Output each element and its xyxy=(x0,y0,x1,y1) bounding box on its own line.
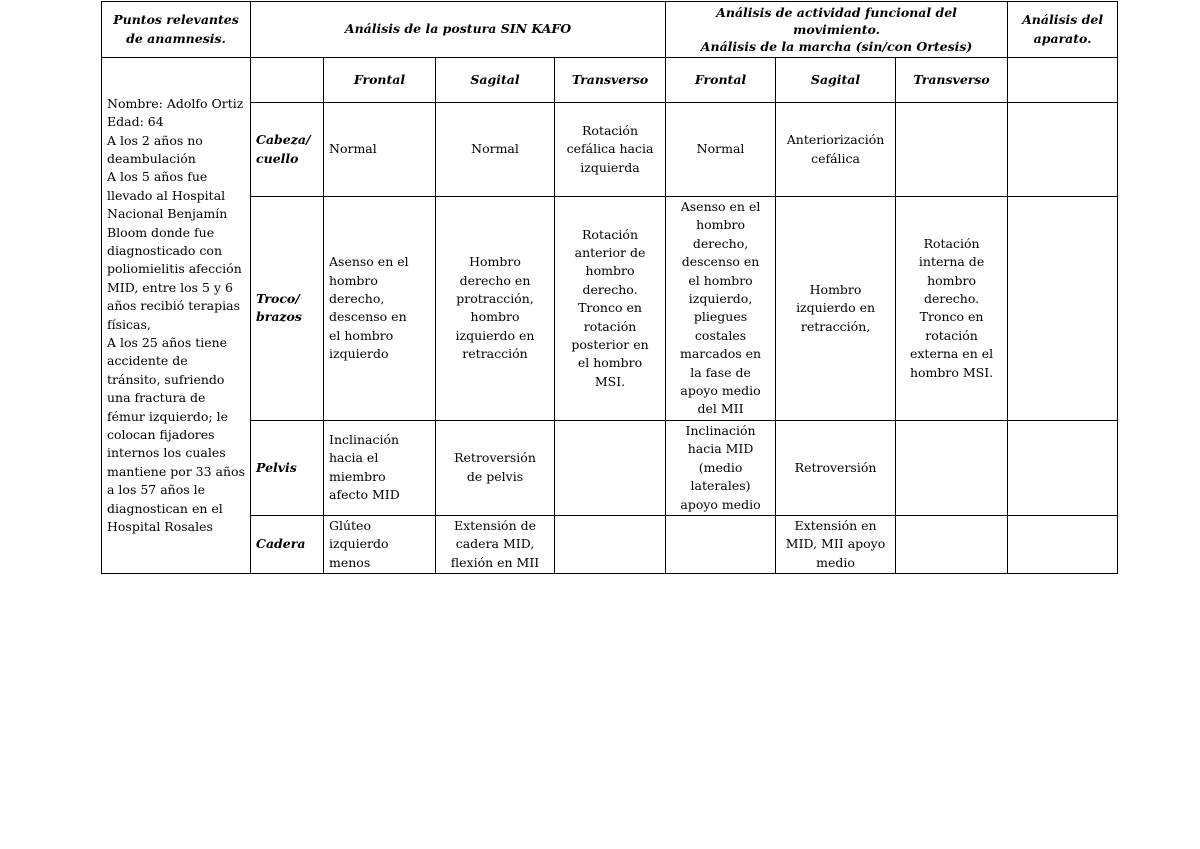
cell-marcha-sagital: Extensión en MID, MII apoyo medio xyxy=(776,515,896,573)
cell-postura-sagital: Extensión de cadera MID, flexión en MII xyxy=(436,515,555,573)
header-actividad: Análisis de actividad funcional del movimiento. Análisis de la marcha (sin/con Ortesis) xyxy=(666,2,1008,58)
cell-postura-frontal: Asenso en el hombro derecho, descenso en el hombro izquierdo xyxy=(324,197,436,421)
cell-marcha-frontal xyxy=(666,515,776,573)
row-label-cadera: Cadera xyxy=(251,515,324,573)
table-row xyxy=(102,197,1118,421)
cell-marcha-frontal: Asenso en el hombro derecho, descenso en el hombro izquierdo, pliegues costales marcados en la fase de apoyo medio del MII xyxy=(666,197,776,421)
cell-marcha-frontal: Normal xyxy=(666,103,776,197)
cell-marcha-frontal: Inclinación hacia MID (medio laterales) apoyo medio xyxy=(666,420,776,515)
subheader-postura-frontal: Frontal xyxy=(324,58,436,103)
cell-postura-sagital: Retroversión de pelvis xyxy=(436,420,555,515)
cell-marcha-transverso xyxy=(896,420,1008,515)
anamnesis-cell xyxy=(102,58,251,574)
cell-postura-frontal: Normal xyxy=(324,103,436,197)
anamnesis-line: A los 5 años fue llevado al Hospital Nacional Benjamín Bloom donde fue diagnosticado con poliomielitis afección MID, entre los 5 y 6 años recibió terapias físicas, xyxy=(107,169,242,332)
cell-postura-transverso xyxy=(555,515,666,573)
header-anamnesis: Puntos relevantes de anamnesis. xyxy=(102,2,251,58)
row-label-cabeza: Cabeza/ cuello xyxy=(251,103,324,197)
anamnesis-line: A los 25 años tiene accidente de tránsito, sufriendo una fractura de fémur izquierdo; le colocan fijadores internos los cuales mantiene por 33 años xyxy=(107,334,245,479)
anamnesis-line: Nombre: Adolfo Ortiz xyxy=(107,95,244,111)
cell-marcha-sagital: Hombro izquierdo en retracción, xyxy=(776,197,896,421)
cell-postura-frontal: Inclinación hacia el miembro afecto MID xyxy=(324,420,436,515)
subheader-marcha-transverso: Transverso xyxy=(896,58,1008,103)
anamnesis-line: Edad: 64 xyxy=(107,114,164,130)
subheader-aparato-empty xyxy=(1008,58,1118,103)
subheader-marcha-frontal: Frontal xyxy=(666,58,776,103)
anamnesis-line: A los 2 años no deambulación xyxy=(107,132,203,166)
cell-marcha-sagital: Anteriorización cefálica xyxy=(776,103,896,197)
subheader-postura-transverso: Transverso xyxy=(555,58,666,103)
header-aparato: Análisis del aparato. xyxy=(1008,2,1118,58)
subheader-marcha-sagital: Sagital xyxy=(776,58,896,103)
table-row xyxy=(102,515,1118,573)
cell-marcha-sagital: Retroversión xyxy=(776,420,896,515)
cell-postura-transverso xyxy=(555,420,666,515)
table-row xyxy=(102,103,1118,197)
cell-postura-transverso: Rotación anterior de hombro derecho. Tronco en rotación posterior en el hombro MSI. xyxy=(555,197,666,421)
header-row xyxy=(102,2,1118,58)
row-label-pelvis: Pelvis xyxy=(251,420,324,515)
cell-marcha-transverso xyxy=(896,103,1008,197)
subheader-row xyxy=(102,58,1118,103)
analysis-table xyxy=(101,1,1118,574)
cell-aparato xyxy=(1008,420,1118,515)
table-row xyxy=(102,420,1118,515)
row-label-tronco: Troco/ brazos xyxy=(251,197,324,421)
cell-postura-sagital: Hombro derecho en protracción, hombro izquierdo en retracción xyxy=(436,197,555,421)
header-postura: Análisis de la postura SIN KAFO xyxy=(251,2,666,58)
cell-marcha-transverso xyxy=(896,515,1008,573)
cell-postura-transverso: Rotación cefálica hacia izquierda xyxy=(555,103,666,197)
cell-postura-sagital: Normal xyxy=(436,103,555,197)
anamnesis-line: a los 57 años le diagnostican en el Hospital Rosales xyxy=(107,482,223,535)
cell-marcha-transverso: Rotación interna de hombro derecho. Tronco en rotación externa en el hombro MSI. xyxy=(896,197,1008,421)
empty-corner-cell xyxy=(251,58,324,103)
cell-postura-frontal: Glúteo izquierdo menos xyxy=(324,515,436,573)
subheader-postura-sagital: Sagital xyxy=(436,58,555,103)
cell-aparato xyxy=(1008,515,1118,573)
cell-aparato xyxy=(1008,103,1118,197)
cell-aparato xyxy=(1008,197,1118,421)
